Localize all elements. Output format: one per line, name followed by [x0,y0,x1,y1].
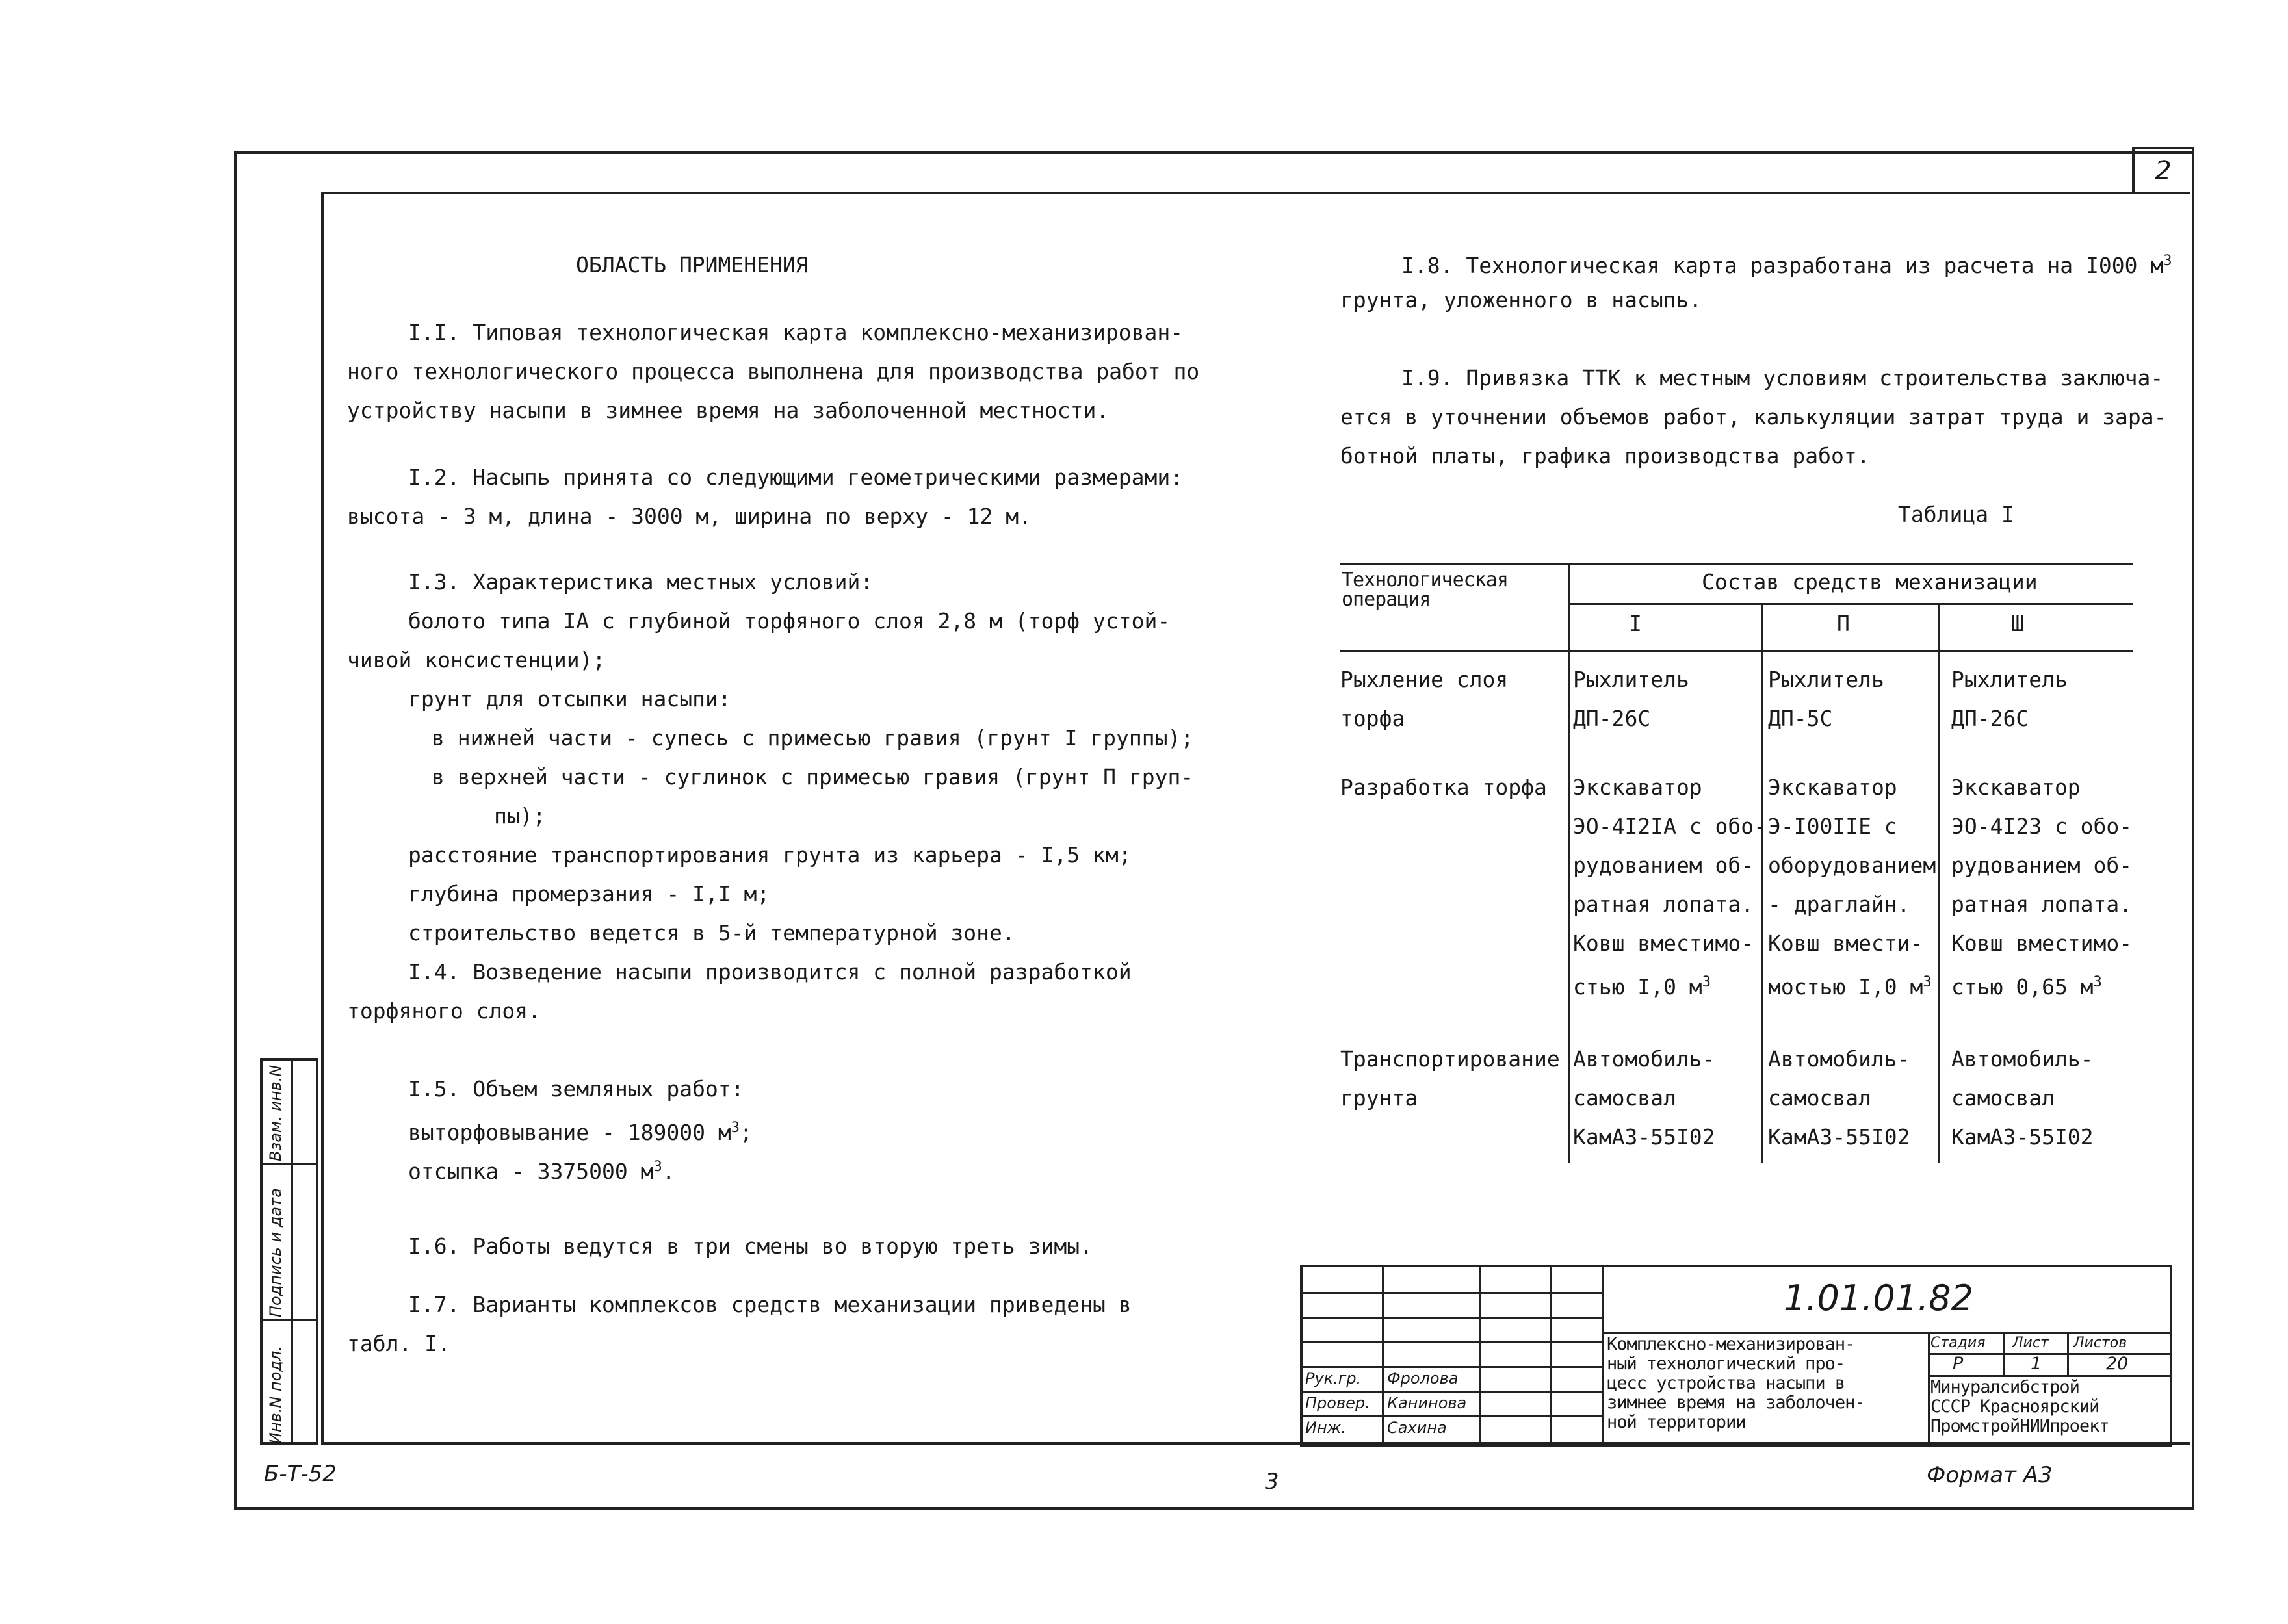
table-cell: Ковш вмести- [1768,931,1923,956]
paragraph-line: высота - 3 м, длина - 3000 м, ширина по верху - 12 м. [347,504,1032,529]
table-cell: Автомобиль- [1768,1046,1910,1072]
organization-line: СССР Красноярский [1930,1397,2100,1417]
table-header-group: Состав средств механизации [1702,569,2038,595]
table-cell: ратная лопата. [1951,892,2133,917]
paragraph-line: ного технологического процесса выполнена для производства работ по [347,359,1200,384]
page-number: 3 [1265,1469,1279,1495]
table-cell: КамАЗ-55I02 [1573,1124,1715,1150]
doc-description-line: ный технологический про- [1607,1354,1845,1374]
table-cell: Э-I00IIЕ с [1768,814,1897,839]
side-label-replace: Взам. инв.N [266,1064,285,1161]
format-label: Формат А3 [1927,1462,2053,1488]
table-header-variant: П [1837,611,1850,636]
paragraph-line: в верхней части - суглинок с примесью гравия (грунт П груп- [432,764,1194,790]
table-rule [1340,650,2133,652]
paragraph-line: грунт для отсыпки насыпи: [408,686,731,712]
table-cell-operation: торфа [1340,706,1405,731]
table-cell-operation: Транспортирование [1340,1046,1560,1072]
table-header-operation: Технологическая операция [1342,569,1508,611]
table-cell: КамАЗ-55I02 [1768,1124,1910,1150]
doc-description-line: ной территории [1607,1412,1746,1432]
title-block [1300,1265,2172,1447]
table-header-variant: Ш [2011,611,2024,636]
table-caption: Таблица I [1898,502,2014,527]
table-cell: стью I,0 $м^3$ [1573,974,1711,999]
paragraph-line: I.6. Работы ведутся в три смены во вторую треть зимы. [408,1233,1093,1259]
paragraph-line: чивой консистенции); [347,647,606,673]
paragraph-line: грунта, уложенного в насыпь. [1340,287,1702,313]
signature-name: Фролова [1387,1369,1459,1387]
table-cell: Ковш вместимо- [1951,931,2133,956]
sheet-number: 2 [2155,156,2172,186]
sheets-label: Листов [2074,1335,2127,1351]
stage-label: Стадия [1930,1335,1986,1351]
paragraph-line: расстояние транспортирования грунта из карьера - I,5 км; [408,842,1132,868]
paragraph-line: устройству насыпи в зимнее время на заболоченной местности. [347,398,1110,423]
paragraph-line: I.I. Типовая технологическая карта комплексно-механизирован- [408,320,1184,345]
doc-code: 1.01.01.82 [1784,1278,1973,1319]
sheet-value: 1 [2031,1354,2042,1374]
table-cell: стью 0,65 $м^3$ [1951,974,2102,999]
signature-role: Провер. [1305,1394,1370,1412]
table-cell: Экскаватор [1951,775,2081,800]
sheet-label: Лист [2012,1335,2049,1351]
paragraph-line: в нижней части - супесь с примесью гравия (грунт I группы); [432,725,1194,751]
paragraph-line: I.9. Привязка ТТК к местным условиям строительства заключа- [1401,365,2164,391]
side-label-inv: Инв.N подл. [266,1346,285,1444]
table-cell-operation: Рыхление слоя [1340,667,1509,692]
paragraph-line: торфяного слоя. [347,998,541,1024]
table-cell: Рыхлитель [1573,667,1689,692]
paragraph-line: I.4. Возведение насыпи производится с полной разработкой [408,959,1132,985]
paragraph-line: пы); [494,803,546,829]
paragraph-line: I.3. Характеристика местных условий: [408,569,874,595]
paragraph-line: табл. I. [347,1331,450,1356]
table-rule [1568,563,1570,1163]
table-cell: ЭО-4I23 с обо- [1951,814,2133,839]
paragraph-line: болото типа IА с глубиной торфяного слоя 2,8 м (торф устой- [408,608,1171,634]
table-cell: Рыхлитель [1951,667,2068,692]
table-rule [1569,603,2133,605]
paragraph-line: I.2. Насыпь принята со следующими геометрическими размерами: [408,465,1184,490]
table-cell: Автомобиль- [1573,1046,1715,1072]
paragraph-line: ботной платы, графика производства работ. [1340,443,1870,469]
stage-value: Р [1953,1354,1964,1374]
paragraph-line: I.8. Технологическая карта разработана из расчета на I000 $м^3$ [1401,253,2172,278]
table-cell: Автомобиль- [1951,1046,2094,1072]
table-cell: самосвал [1951,1085,2055,1111]
bottom-left-code: Б-Т-52 [264,1461,337,1487]
table-header-variant: I [1629,611,1642,636]
paragraph-line: отсыпка - 3375000 $м^3$. [408,1159,675,1184]
sheets-value: 20 [2106,1354,2129,1374]
table-rule [1938,603,1940,1163]
paragraph-line: выторфовывание - 189000 $м^3$; [408,1120,753,1145]
doc-description-line: Комплексно-механизирован- [1607,1334,1855,1354]
doc-description-line: цесс устройства насыпи в [1607,1373,1845,1393]
table-cell: Рыхлитель [1768,667,1884,692]
signature-role: Рук.гр. [1305,1369,1362,1387]
paragraph-line: I.5. Объем земляных работ: [408,1076,744,1102]
side-stamp [260,1058,318,1445]
table-cell: ДП-5С [1768,706,1833,731]
signature-name: Канинова [1387,1394,1467,1412]
paragraph-line: ется в уточнении объемов работ, калькуляции затрат труда и зара- [1340,404,2167,430]
table-cell: рудованием об- [1951,853,2133,878]
table-cell: Ковш вместимо- [1573,931,1754,956]
table-cell: оборудованием [1768,853,1936,878]
signature-name: Сахина [1387,1419,1447,1437]
table-cell-operation: грунта [1340,1085,1418,1111]
table-cell-operation: Разработка торфа [1340,775,1547,800]
table-cell: Экскаватор [1573,775,1702,800]
doc-description-line: зимнее время на заболочен- [1607,1393,1865,1413]
table-cell: мостью I,0 $м^3$ [1768,974,1932,999]
section-title: ОБЛАСТЬ ПРИМЕНЕНИЯ [576,252,809,277]
paragraph-line: глубина промерзания - I,I м; [408,881,770,907]
table-cell: - драглайн. [1768,892,1910,917]
table-cell: ратная лопата. [1573,892,1754,917]
signature-role: Инж. [1305,1419,1346,1437]
organization-line: Минуралсибстрой [1930,1377,2079,1397]
sheet-number-box [2132,147,2194,194]
table-rule [1762,603,1763,1163]
table-cell: самосвал [1768,1085,1871,1111]
side-label-signature: Подпись и дата [266,1188,285,1317]
table-cell: ДП-26С [1573,706,1651,731]
table-cell: ДП-26С [1951,706,2029,731]
paragraph-line: I.7. Варианты комплексов средств механизации приведены в [408,1292,1132,1317]
paragraph-line: строительство ведется в 5-й температурной зоне. [408,920,1015,946]
table-cell: ЭО-4I2IА с обо- [1573,814,1767,839]
table-cell: Экскаватор [1768,775,1897,800]
organization-line: ПромстройНИИпроект [1930,1416,2109,1436]
table-cell: КамАЗ-55I02 [1951,1124,2094,1150]
table-cell: рудованием об- [1573,853,1754,878]
table-cell: самосвал [1573,1085,1676,1111]
